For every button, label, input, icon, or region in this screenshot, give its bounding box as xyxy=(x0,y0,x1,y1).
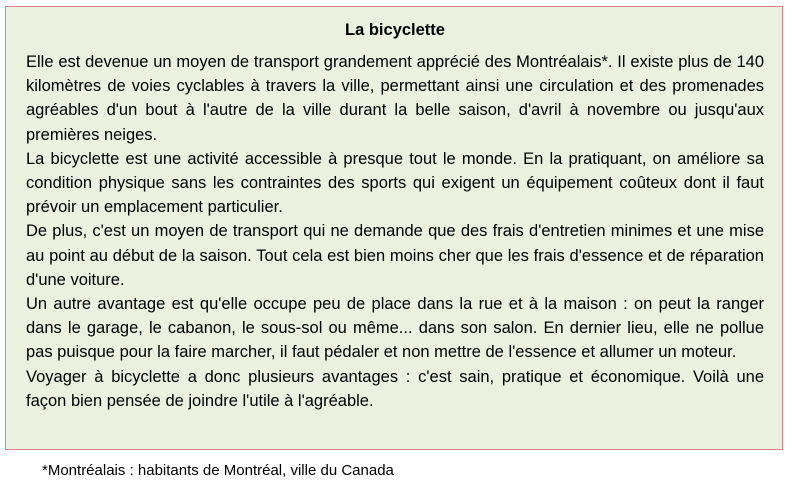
paragraph-5: Voyager à bicyclette a donc plusieurs avantages : c'est sain, pratique et économique. Voilà une façon bien pensée de joindre l'utile à l'agréable. xyxy=(26,367,764,410)
text-box xyxy=(5,6,783,450)
paragraph-3: De plus, c'est un moyen de transport qui ne demande que des frais d'entretien minimes et une mise au point au début de la saison. Tout cela est bien moins cher que les frais d'essence et de réparation d'une voiture. xyxy=(26,222,764,289)
footnote-marker: * xyxy=(42,462,48,479)
footnote-text: Montréalais : habitants de Montréal, ville du Canada xyxy=(47,462,394,479)
document-title: La bicyclette xyxy=(345,21,445,39)
paragraph-4: Un autre avantage est qu'elle occupe peu de place dans la rue et à la maison : on peut la ranger dans le garage, le cabanon, le sous-sol ou même... dans son salon. En dernier lieu, elle ne pollue pas puisque pour la faire marcher, il faut pédaler et non mettre de l'essence et allumer un moteur. xyxy=(26,295,764,362)
footnote xyxy=(42,461,394,481)
document-body xyxy=(26,50,764,413)
paragraph-2: La bicyclette est une activité accessible à presque tout le monde. En la pratiquant, on améliore sa condition physique sans les contraintes des sports qui exigent un équipement coûteux dont il faut prévoir un emplacement particulier. xyxy=(26,149,764,217)
paragraph-1: Elle est devenue un moyen de transport grandement apprécié des Montréalais*. Il existe plus de 140 kilomètres de voies cyclables à travers la ville, permettant ainsi une circulation et des promenades agréables d'un bout à l'autre de la ville durant la belle saison, d'avril à novembre ou jusqu'aux premières neiges. xyxy=(26,53,764,144)
